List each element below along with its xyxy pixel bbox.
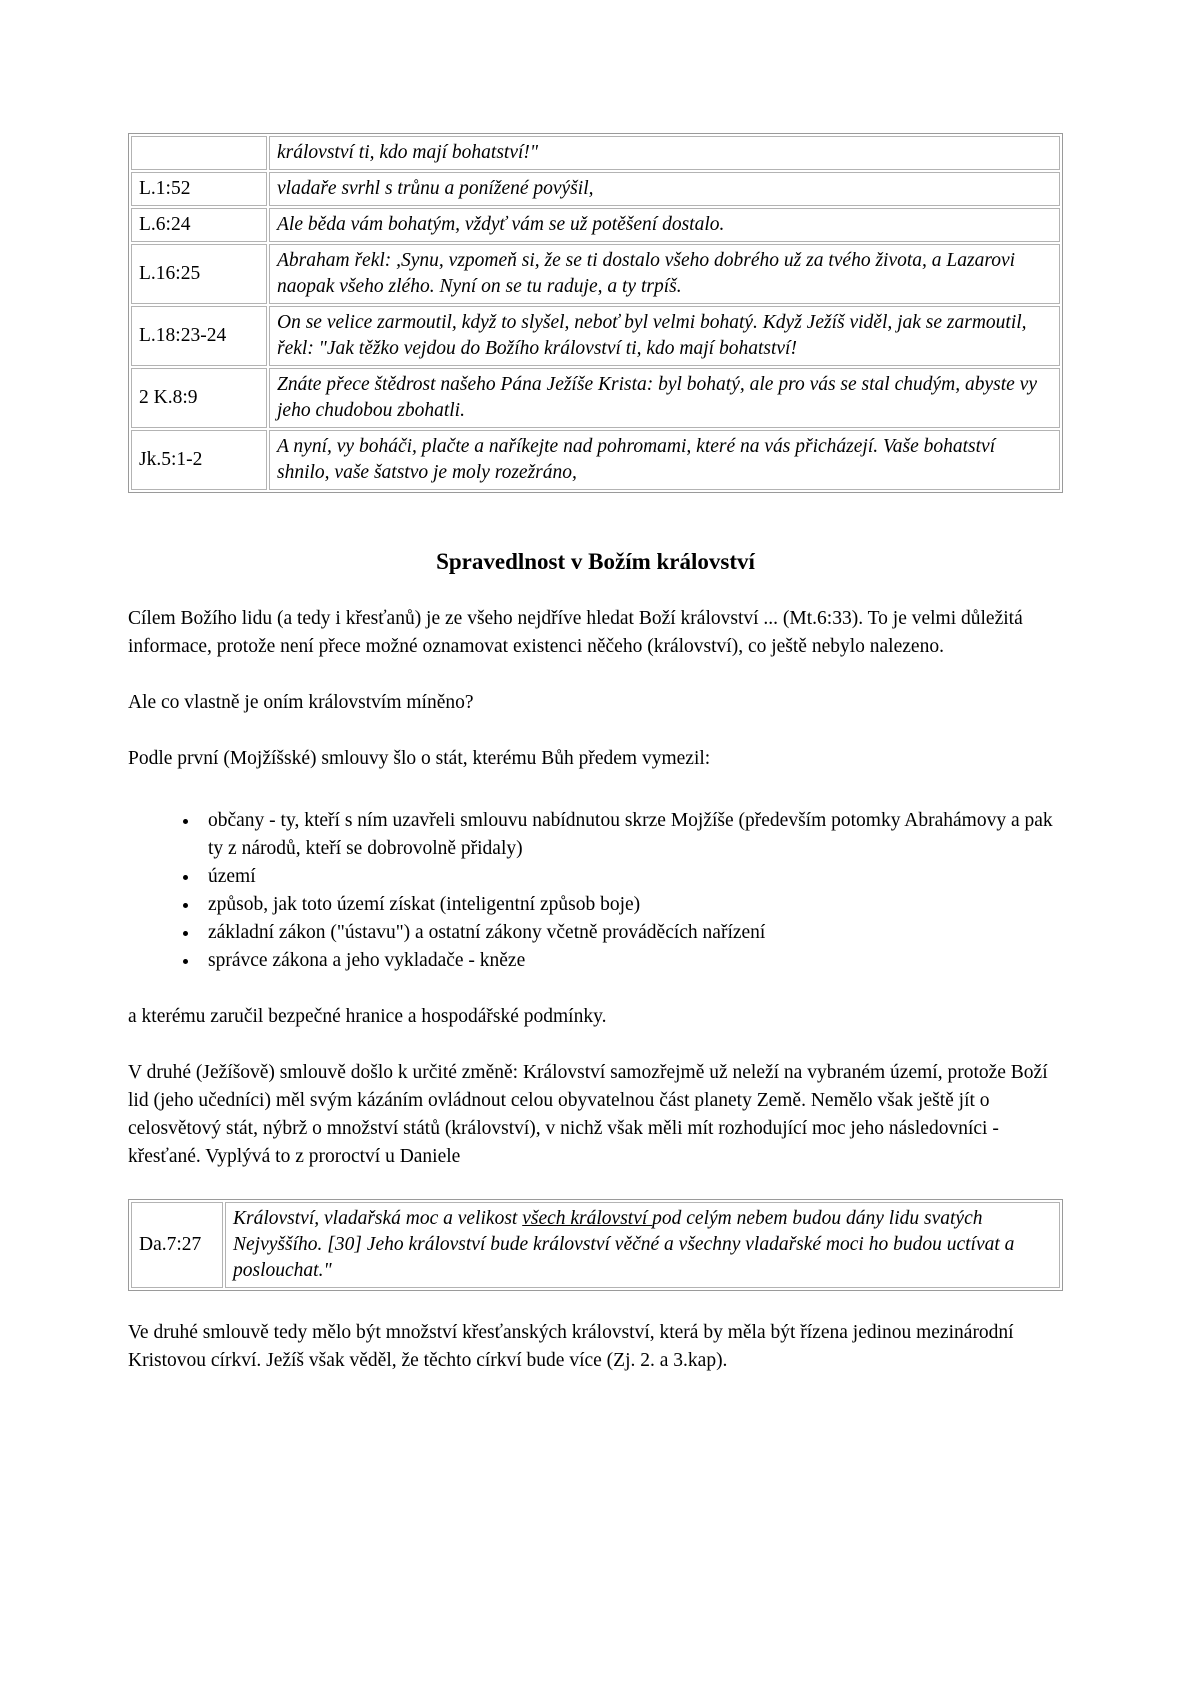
bullet-list [128, 807, 1063, 975]
scripture-quotes-table [128, 133, 1063, 493]
verse-ref-cell: Da.7:27 [131, 1202, 223, 1288]
verse-ref-cell: L.18:23-24 [131, 306, 267, 366]
verse-ref-cell [131, 136, 267, 170]
table-row [131, 172, 1060, 206]
verse-ref-cell: L.1:52 [131, 172, 267, 206]
verse-ref-cell: 2 K.8:9 [131, 368, 267, 428]
verse-text-fragment: Království, vladařská moc a velikost [233, 1208, 523, 1229]
verse-text-cell: království ti, kdo mají bohatství!" [269, 136, 1060, 170]
verse-text-cell: Abraham řekl: ,Synu, vzpomeň si, že se ti dostalo všeho dobrého už za tvého života, a Lazarovi naopak všeho zlého. Nyní on se tu raduje, a ty trpíš. [269, 244, 1060, 304]
table-row [131, 430, 1060, 490]
paragraph-question: Ale co vlastně je oním královstvím míněno? [128, 692, 474, 713]
table-row [131, 136, 1060, 170]
daniel-prophecy-table [128, 1199, 1063, 1291]
table-row [131, 368, 1060, 428]
bullet-item: • základní zákon ("ústavu") a ostatní zákony včetně prováděcích nařízení [200, 919, 1063, 947]
bullet-item: • způsob, jak toto území získat (inteligentní způsob boje) [200, 891, 1063, 919]
table-row [131, 208, 1060, 242]
bullet-item: • území [200, 863, 1063, 891]
section-heading: Spravedlnost v Božím království [436, 549, 755, 574]
verse-text-cell: A nyní, vy boháči, plačte a naříkejte nad pohromami, které na vás přicházejí. Vaše bohatství shnilo, vaše šatstvo je moly rozežráno, [269, 430, 1060, 490]
verse-text-cell: Znáte přece štědrost našeho Pána Ježíše Krista: byl bohatý, ale pro vás se stal chudým, abyste vy jeho chudobou zbohatli. [269, 368, 1060, 428]
verse-text-cell [225, 1202, 1060, 1288]
table-row [131, 306, 1060, 366]
verse-ref-cell: L.16:25 [131, 244, 267, 304]
paragraph-conclusion: Ve druhé smlouvě tedy mělo být množství křesťanských království, která by měla být řízena jedinou mezinárodní Kristovou církví. Ježíš však věděl, že těchto církví bude více (Zj. 2. a 3.kap). [128, 1322, 1014, 1371]
table-row [131, 244, 1060, 304]
underlined-phrase: všech království [522, 1208, 653, 1229]
bullet-item: • správce zákona a jeho vykladače - kněze [200, 947, 1063, 975]
paragraph-second-covenant: V druhé (Ježíšově) smlouvě došlo k určité změně: Království samozřejmě už neleží na vybraném území, protože Boží lid (jeho učedníci) měl svým kázáním ovládnout celou obyvatelnou část planety Země. Nemělo však ještě jít o celosvětový stát, nýbrž o množství států (království), v nichž však měli mít rozhodující moc jeho následovníci - křesťané. Vyplývá to z proroctví u Daniele [128, 1062, 1048, 1167]
bullet-item: • občany - ty, kteří s ním uzavřeli smlouvu nabídnutou skrze Mojžíše (především potomky Abrahámovy a pak ty z národů, kteří se dobrovolně přidaly) [200, 807, 1063, 863]
table-row [131, 1202, 1060, 1288]
verse-text-fragment: pod celým nebem budou dány lidu svatých Nejvyššího. [30] Jeho království bude království věčné a všechny vladařské moci ho budou uctívat a poslouchat." [233, 1208, 1015, 1281]
verse-ref-cell: L.6:24 [131, 208, 267, 242]
verse-text-cell: Ale běda vám bohatým, vždyť vám se už potěšení dostalo. [269, 208, 1060, 242]
verse-ref-cell: Jk.5:1-2 [131, 430, 267, 490]
paragraph-guarantee: a kterému zaručil bezpečné hranice a hospodářské podmínky. [128, 1006, 607, 1027]
paragraph-first-covenant: Podle první (Mojžíšské) smlouvy šlo o stát, kterému Bůh předem vymezil: [128, 748, 711, 769]
paragraph-goal: Cílem Božího lidu (a tedy i křesťanů) je ze všeho nejdříve hledat Boží království ... (Mt.6:33). To je velmi důležitá informace, protože není přece možné oznamovat existenci něčeho (království), co ještě nebylo nalezeno. [128, 608, 1023, 657]
verse-text-cell: On se velice zarmoutil, když to slyšel, neboť byl velmi bohatý. Když Ježíš viděl, jak se zarmoutil, řekl: "Jak těžko vejdou do Božího království ti, kdo mají bohatství! [269, 306, 1060, 366]
verse-text-cell: vladaře svrhl s trůnu a ponížené povýšil, [269, 172, 1060, 206]
